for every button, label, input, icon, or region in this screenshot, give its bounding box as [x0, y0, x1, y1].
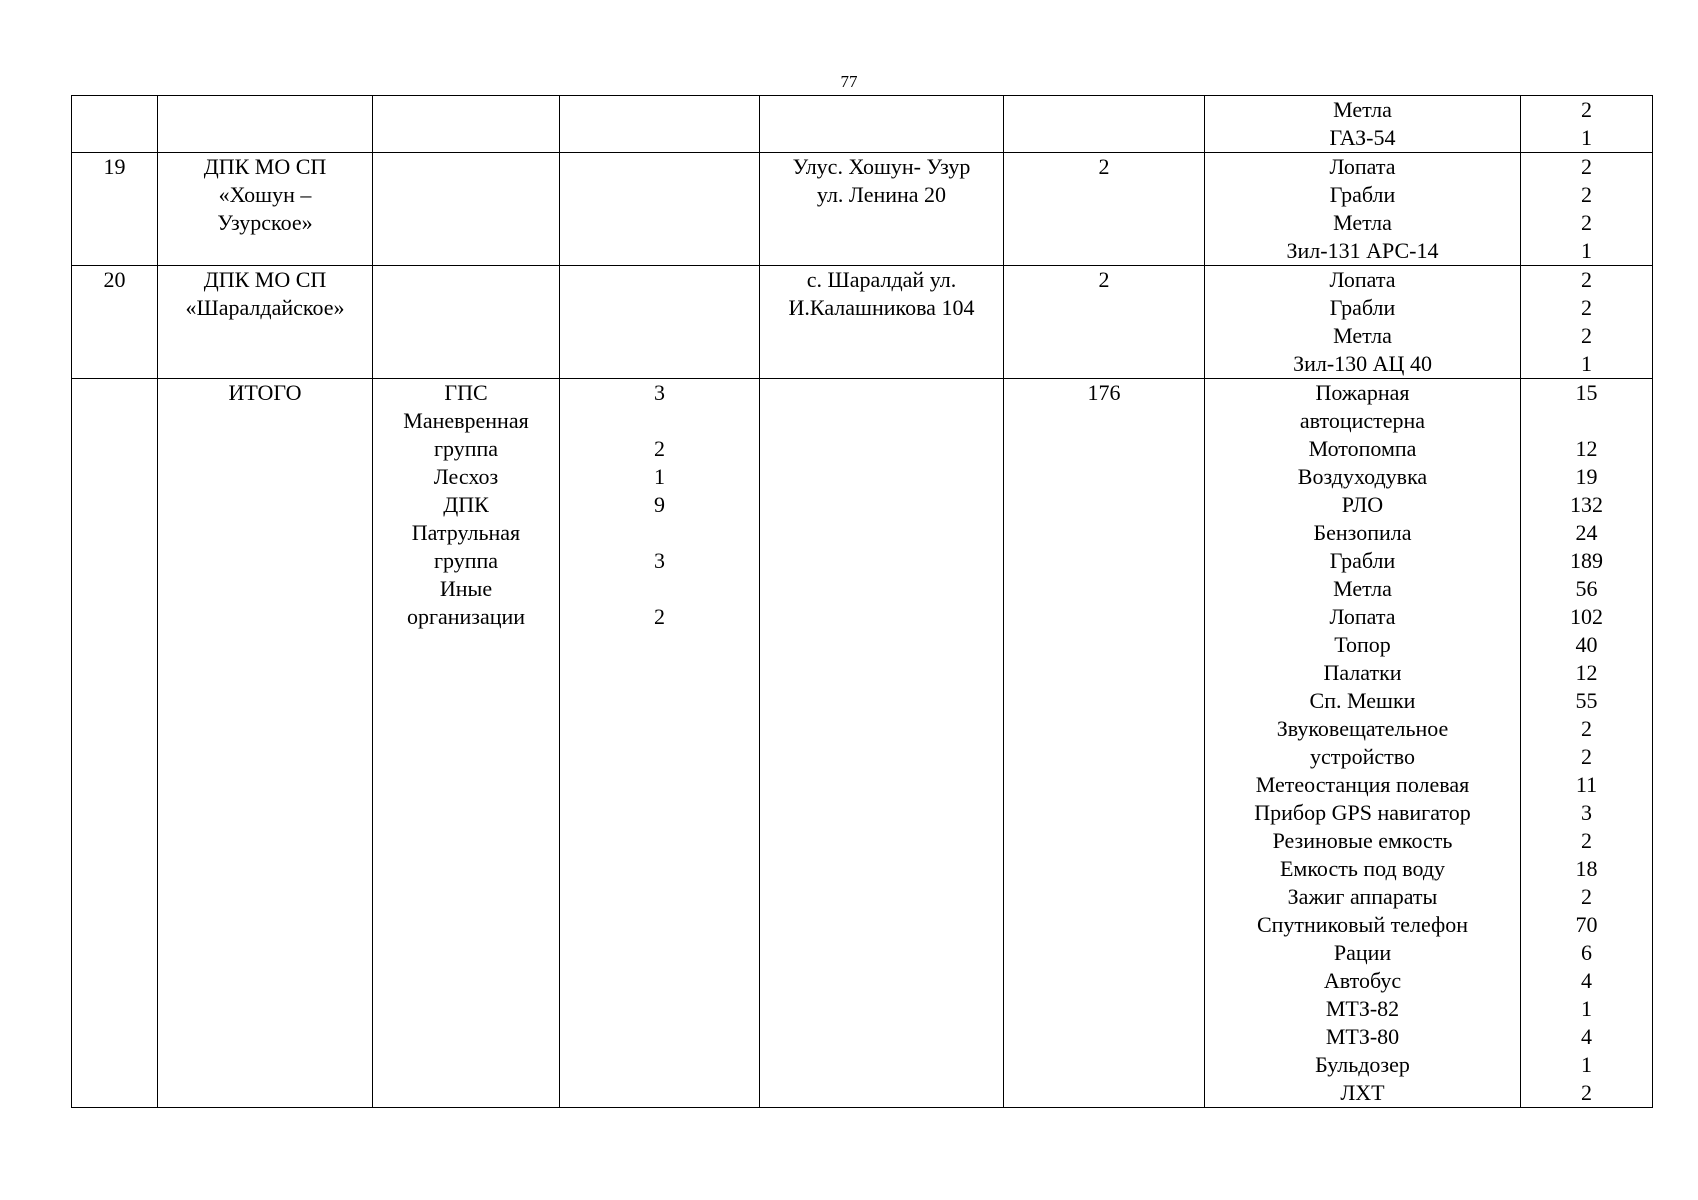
- equipment-qty-line: 1: [1581, 238, 1592, 263]
- equipment-name-line: МТЗ-80: [1325, 1024, 1400, 1049]
- unit-count-line: 2: [654, 604, 665, 629]
- equipment-name-line: Зажиг аппараты: [1287, 884, 1438, 909]
- unit-type-cell: [373, 153, 560, 266]
- unit-type-line: группа: [433, 548, 499, 573]
- equipment-name-line: ЛХТ: [1340, 1080, 1385, 1105]
- equipment-qty-cell: [1521, 96, 1653, 153]
- address-cell: [760, 379, 1004, 1108]
- address-line: И.Калашникова 104: [788, 295, 975, 320]
- personnel-count-cell: [1004, 96, 1205, 153]
- personnel-count-line: 176: [1087, 380, 1121, 405]
- equipment-name-line: Метеостанция полевая: [1255, 772, 1470, 797]
- equipment-name-cell: [1205, 96, 1521, 153]
- unit-count-line: [564, 96, 755, 124]
- equipment-name-line: Воздуходувка: [1297, 464, 1428, 489]
- unit-count-line: 2: [654, 436, 665, 461]
- equipment-qty-line: 2: [1581, 210, 1592, 235]
- equipment-qty-line: 2: [1581, 744, 1592, 769]
- equipment-name-line: Мотопомпа: [1308, 436, 1417, 461]
- equipment-name-line: Лопата: [1329, 267, 1396, 292]
- organization-name-cell: [158, 266, 373, 379]
- equipment-qty-line: 2: [1581, 182, 1592, 207]
- unit-count-line: 3: [654, 380, 665, 405]
- unit-type-line: [377, 153, 555, 181]
- equipment-qty-line: 1: [1581, 1052, 1592, 1077]
- equipment-qty-line: 1: [1581, 351, 1592, 376]
- equipment-name-line: МТЗ-82: [1325, 996, 1400, 1021]
- equipment-qty-line: 12: [1575, 436, 1598, 461]
- equipment-table: [71, 95, 1653, 1108]
- unit-count-line: 3: [654, 548, 665, 573]
- unit-type-line: группа: [433, 436, 499, 461]
- unit-count-line: 9: [654, 492, 665, 517]
- personnel-count-line: [1008, 96, 1200, 124]
- equipment-qty-line: 6: [1581, 940, 1592, 965]
- unit-type-line: ДПК: [443, 492, 489, 517]
- equipment-name-line: Метла: [1333, 576, 1392, 601]
- table-row: [72, 153, 1653, 266]
- unit-count-line: [564, 153, 755, 181]
- unit-type-cell: [373, 379, 560, 1108]
- address-line: ул. Ленина 20: [816, 182, 947, 207]
- equipment-name-line: Спутниковый телефон: [1256, 912, 1469, 937]
- equipment-qty-line: 102: [1570, 604, 1603, 629]
- unit-count-line: [564, 575, 755, 603]
- equipment-qty-line: 15: [1575, 380, 1598, 405]
- equipment-name-line: ГАЗ-54: [1329, 125, 1396, 150]
- equipment-name-line: Емкость под воду: [1279, 856, 1446, 881]
- equipment-name-line: Лопата: [1329, 604, 1396, 629]
- equipment-qty-line: 2: [1581, 1080, 1592, 1105]
- equipment-qty-line: 189: [1570, 548, 1603, 573]
- unit-count-line: [564, 519, 755, 547]
- unit-count-cell: [560, 96, 760, 153]
- equipment-name-line: Автобус: [1323, 968, 1402, 993]
- address-line: с. Шаралдай ул.: [806, 267, 957, 292]
- equipment-name-line: Бензопила: [1313, 520, 1412, 545]
- unit-type-cell: [373, 266, 560, 379]
- equipment-name-line: Рации: [1333, 940, 1392, 965]
- equipment-qty-line: 4: [1581, 1024, 1592, 1049]
- personnel-count-cell: [1004, 153, 1205, 266]
- unit-type-line: [377, 96, 555, 124]
- organization-name-cell: [158, 379, 373, 1108]
- organization-name-cell: [158, 96, 373, 153]
- equipment-name-line: Грабли: [1329, 295, 1396, 320]
- equipment-qty-cell: [1521, 153, 1653, 266]
- address-cell: [760, 96, 1004, 153]
- equipment-qty-line: 11: [1575, 772, 1598, 797]
- equipment-qty-line: 24: [1575, 520, 1598, 545]
- unit-count-cell: [560, 153, 760, 266]
- equipment-name-line: устройство: [1309, 744, 1416, 769]
- equipment-qty-line: 2: [1581, 295, 1592, 320]
- row-number-cell: [72, 266, 158, 379]
- equipment-qty-line: 19: [1575, 464, 1598, 489]
- table-row: [72, 379, 1653, 1108]
- equipment-qty-line: 55: [1575, 688, 1598, 713]
- organization-name-line: ДПК МО СП: [203, 154, 327, 179]
- equipment-name-line: Метла: [1333, 210, 1392, 235]
- equipment-qty-line: 1: [1581, 996, 1592, 1021]
- address-cell: [760, 266, 1004, 379]
- equipment-qty-cell: [1521, 266, 1653, 379]
- equipment-name-line: Топор: [1334, 632, 1391, 657]
- equipment-name-cell: [1205, 266, 1521, 379]
- equipment-qty-line: 70: [1575, 912, 1598, 937]
- equipment-name-line: Звуковещательное: [1276, 716, 1449, 741]
- equipment-qty-line: 2: [1581, 828, 1592, 853]
- equipment-qty-line: 4: [1581, 968, 1592, 993]
- equipment-qty-line: 2: [1581, 716, 1592, 741]
- equipment-qty-line: 2: [1581, 323, 1592, 348]
- row-number-cell: [72, 153, 158, 266]
- equipment-qty-line: 18: [1575, 856, 1598, 881]
- row-number-cell: [72, 379, 158, 1108]
- unit-count-line: 1: [654, 464, 665, 489]
- equipment-qty-line: [1525, 407, 1648, 435]
- organization-name-line: [162, 96, 368, 124]
- unit-count-line: [564, 266, 755, 294]
- personnel-count-line: 2: [1098, 267, 1110, 292]
- equipment-name-line: Лопата: [1329, 154, 1396, 179]
- organization-name-line: ИТОГО: [228, 380, 302, 405]
- equipment-name-line: Зил-130 АЦ 40: [1293, 351, 1432, 376]
- equipment-name-line: Сп. Мешки: [1309, 688, 1416, 713]
- unit-type-line: Иные: [439, 576, 493, 601]
- address-cell: [760, 153, 1004, 266]
- organization-name-line: Узурское»: [217, 210, 313, 235]
- unit-type-line: [377, 266, 555, 294]
- unit-type-line: Патрульная: [411, 520, 521, 545]
- equipment-name-line: Грабли: [1329, 548, 1396, 573]
- unit-count-line: [564, 407, 755, 435]
- row-number-line: 20: [103, 267, 126, 292]
- address-line: [764, 379, 999, 407]
- equipment-qty-line: 2: [1581, 154, 1592, 179]
- equipment-name-line: Бульдозер: [1315, 1052, 1410, 1077]
- unit-count-cell: [560, 266, 760, 379]
- equipment-name-line: Метла: [1333, 323, 1392, 348]
- row-number-line: 19: [103, 154, 126, 179]
- equipment-name-line: Резиновые емкость: [1272, 828, 1453, 853]
- personnel-count-cell: [1004, 266, 1205, 379]
- equipment-name-line: Палатки: [1323, 660, 1402, 685]
- unit-count-cell: [560, 379, 760, 1108]
- equipment-qty-line: 2: [1581, 97, 1592, 122]
- equipment-qty-line: 40: [1575, 632, 1598, 657]
- equipment-name-line: Прибор GPS навигатор: [1254, 800, 1471, 825]
- address-line: [764, 96, 999, 124]
- unit-type-line: организации: [406, 604, 526, 629]
- equipment-name-line: Пожарная: [1315, 380, 1410, 405]
- equipment-name-line: Метла: [1333, 97, 1392, 122]
- table-row: [72, 96, 1653, 153]
- organization-name-line: ДПК МО СП: [203, 267, 327, 292]
- equipment-qty-line: 3: [1581, 800, 1592, 825]
- unit-type-line: Лесхоз: [433, 464, 499, 489]
- equipment-name-line: Грабли: [1329, 182, 1396, 207]
- equipment-qty-line: 2: [1581, 884, 1592, 909]
- equipment-qty-line: 2: [1581, 267, 1592, 292]
- personnel-count-line: 2: [1098, 154, 1110, 179]
- unit-type-line: Маневренная: [403, 408, 529, 433]
- unit-type-line: ГПС: [444, 380, 488, 405]
- equipment-name-line: автоцистерна: [1299, 408, 1426, 433]
- equipment-qty-line: 56: [1575, 576, 1598, 601]
- equipment-name-line: РЛО: [1341, 492, 1384, 517]
- organization-name-cell: [158, 153, 373, 266]
- personnel-count-cell: [1004, 379, 1205, 1108]
- row-number-cell: [72, 96, 158, 153]
- table-row: [72, 266, 1653, 379]
- equipment-qty-line: 132: [1570, 492, 1603, 517]
- organization-name-line: «Хошун –: [218, 182, 312, 207]
- equipment-name-cell: [1205, 379, 1521, 1108]
- row-number-line: [76, 96, 153, 124]
- equipment-qty-line: 12: [1575, 660, 1598, 685]
- equipment-name-line: Зил-131 АРС-14: [1286, 238, 1439, 263]
- equipment-qty-line: 1: [1581, 125, 1592, 150]
- equipment-name-cell: [1205, 153, 1521, 266]
- row-number-line: [76, 379, 153, 407]
- unit-type-cell: [373, 96, 560, 153]
- page-number: 77: [840, 72, 858, 91]
- organization-name-line: «Шаралдайское»: [185, 295, 345, 320]
- address-line: Улус. Хошун- Узур: [792, 154, 971, 179]
- equipment-qty-cell: [1521, 379, 1653, 1108]
